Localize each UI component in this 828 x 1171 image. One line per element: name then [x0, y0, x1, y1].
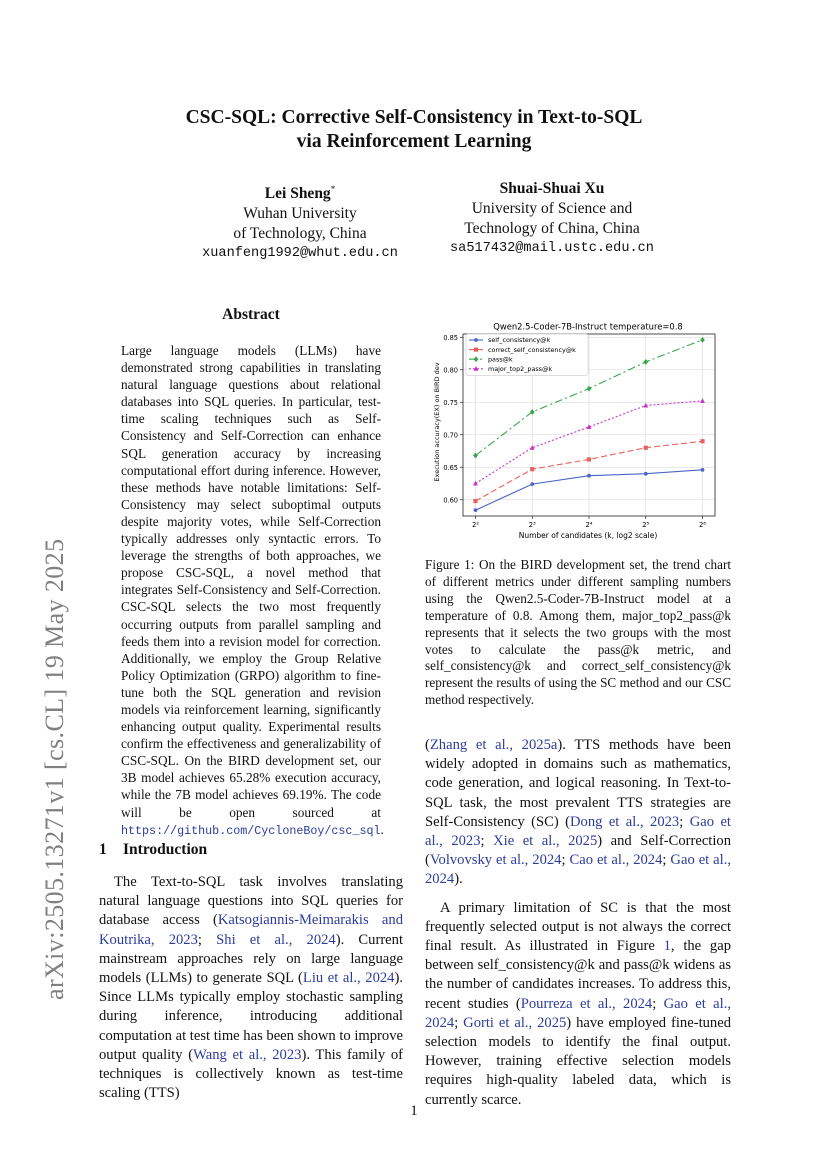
citation-link[interactable]: Liu et al., 2024: [302, 970, 395, 987]
chart-legend-label: pass@k: [488, 355, 513, 364]
citation-link[interactable]: Pourreza et al., 2024: [520, 995, 653, 1012]
chart-y-tick-label: 0.60: [443, 496, 458, 505]
chart-data-point: [473, 453, 478, 459]
intro-paragraph-continued: (Zhang et al., 2025a). TTS methods have been widely adopted in domains such as mathematics, code generation, and logical reasoning. In Text-to-SQL task, the most prevalent TTS strategies are Self-Consistency (SC) (Dong et al., 2023; Gao et al., 2023; Xie et al., 2025) and Self-Correction (Volvovsky et al., 2024; Cao et al., 2024; Gao et al., 2024).: [425, 737, 732, 888]
citation-link[interactable]: Katsogiannis-Meimarakis and Koutrika, 2023: [99, 912, 403, 948]
author-affiliation: of Technology, China: [233, 225, 367, 243]
chart-y-tick-label: 0.65: [443, 463, 458, 472]
author-block-1: [175, 179, 425, 264]
chart-data-point: [643, 359, 648, 365]
chart-data-point: [587, 474, 591, 478]
chart-data-point: [587, 457, 591, 461]
chart-legend-label: self_consistency@k: [488, 336, 551, 345]
chart-data-point: [530, 467, 534, 471]
author-name: Lei Sheng*: [264, 184, 336, 203]
arxiv-stamp[interactable]: arXiv:2505.13271v1 [cs.CL] 19 May 2025: [40, 538, 69, 1000]
chart-x-tick-label: 2³: [528, 521, 536, 529]
chart-x-tick-label: 2⁶: [698, 521, 707, 529]
chart-data-point: [473, 499, 477, 503]
author-email[interactable]: xuanfeng1992@whut.edu.cn: [202, 246, 398, 262]
citation-link[interactable]: Dong et al., 2023: [569, 813, 680, 830]
chart-x-tick-label: 2⁴: [585, 521, 593, 529]
chart-data-point: [701, 468, 705, 472]
paper-title: [0, 106, 828, 154]
chart-data-point: [700, 398, 705, 403]
chart-y-tick-label: 0.75: [443, 398, 458, 407]
chart-legend-label: major_top2_pass@k: [488, 365, 553, 373]
chart-data-point: [530, 482, 534, 486]
author-affiliation: University of Science and: [471, 200, 633, 217]
section-heading: 1 Introduction: [99, 841, 208, 858]
citation-link[interactable]: Gao et al., 2023: [425, 813, 731, 850]
author-affiliation: Technology of China, China: [464, 220, 640, 237]
title-line-2: via Reinforcement Learning: [296, 131, 532, 152]
citation-link[interactable]: Wang et al., 2023: [193, 1046, 302, 1063]
chart-y-tick-label: 0.70: [443, 431, 458, 440]
chart-x-axis-label: Number of candidates (k, log2 scale): [518, 531, 658, 540]
chart-data-point: [474, 508, 478, 512]
citation-link[interactable]: Volvovsky et al., 2024: [429, 852, 562, 869]
chart-x-tick-label: 2⁵: [642, 521, 650, 529]
chart-data-point: [530, 409, 535, 415]
figure-caption: Figure 1: On the BIRD development set, the trend chart of different metrics under different sampling numbers using the Qwen2.5-Coder-7B-Instruct model at a temperature of 0.8. Among them, major_top2_pass@k represents that it selects the two groups with the most votes to calculate the pass@k metric, and self_consistency@k and correct_self_consistency@k represent the results of using the SC method and our CSC method respectively.: [425, 557, 731, 708]
citation-link[interactable]: Zhang et al., 2025a: [429, 737, 558, 753]
author-affiliation: Wuhan University: [243, 205, 357, 223]
chart-x-tick-label: 2²: [471, 521, 480, 529]
chart-title: Qwen2.5-Coder-7B-Instruct temperature=0.8: [493, 321, 683, 332]
page-number: 1: [410, 1103, 418, 1119]
citation-link[interactable]: Cao et al., 2024: [569, 852, 663, 869]
chart-legend-marker: [474, 338, 478, 342]
chart-data-point: [587, 386, 592, 392]
right-column-body: [425, 736, 731, 1110]
abstract-heading: Abstract: [222, 306, 280, 323]
intro-paragraph-1: The Text-to-SQL task involves translating natural language questions into SQL queries for database access (Katsogiannis-Meimarakis and Koutrika, 2023; Shi et al., 2024). Current mainstream approaches rely on large language models (LLMs) to generate SQL (Liu et al., 2024). Since LLMs typically employ stochastic sampling during inference, introducing additional computation at test time has been shown to improve output quality (Wang et al., 2023). This family of techniques is collectively known as test-time scaling (TTS): [99, 874, 404, 1102]
figure-1-chart: [425, 318, 731, 548]
chart-legend-marker: [474, 348, 478, 352]
author-email[interactable]: sa517432@mail.ustc.edu.cn: [450, 241, 654, 256]
chart-y-tick-label: 0.80: [443, 366, 458, 375]
chart-y-tick-label: 0.85: [443, 333, 458, 342]
abstract-text: Large language models (LLMs) have demonstrated strong capabilities in translating natural language questions about relational databases into SQL queries. In particular, test-time scaling techniques such as Self-Consistency and Self-Correction can enhance SQL generation accuracy by increasing computational effort during inference. However, these methods have notable limitations: Self-Consistency may select suboptimal outputs despite majority votes, while Self-Correction typically addresses only syntactic errors. To leverage the strengths of both approaches, we propose CSC-SQL, a novel method that integrates Self-Consistency and Self-Correction. CSC-SQL selects the two most frequently occurring outputs from parallel sampling and feeds them into a revision model for correction. Additionally, we employ the Group Relative Policy Optimization (GRPO) algorithm to fine-tune both the SQL generation and revision models via reinforcement learning, significantly enhancing output quality. Experimental results confirm the effectiveness and generalizability of CSC-SQL. On the BIRD development set, our 3B model achieves 65.28% execution accuracy, while the 7B model achieves 69.19%. The code will be open sourced at https://github.com/CycloneBoy/csc_sql.: [121, 343, 384, 838]
intro-paragraph-2: A primary limitation of SC is that the most frequently selected output is not always the correct final result. As illustrated in Figure 1, the gap between self_consistency@k and pass@k widens as the number of candidates increases. To address this, recent studies (Pourreza et al., 2024; Gao et al., 2024; Gorti et al., 2025) have employed fine-tuned selection models to identify the final output. However, training effective selection models requires high-quality labeled data, which is currently scarce.: [425, 899, 731, 1108]
chart-data-point: [644, 446, 648, 450]
author-block-2: [427, 179, 677, 259]
chart-data-point: [644, 472, 648, 476]
chart-y-axis-label: Execution accuracy(EX) on BIRD dev: [433, 362, 441, 482]
figure-reference-link[interactable]: 1: [663, 938, 671, 955]
chart-data-point: [473, 481, 478, 486]
citation-link[interactable]: Gao et al., 2024: [425, 995, 731, 1031]
citation-link[interactable]: Gorti et al., 2025: [463, 1014, 567, 1031]
chart-legend: [466, 334, 588, 375]
code-link[interactable]: https://github.com/CycloneBoy/csc_sql: [121, 823, 381, 838]
chart-data-point: [700, 439, 704, 443]
chart-data-point: [700, 337, 705, 343]
chart-legend-label: correct_self_consistency@k: [488, 345, 576, 354]
citation-link[interactable]: Shi et al., 2024: [216, 931, 336, 948]
citation-link[interactable]: Xie et al., 2025: [493, 833, 598, 850]
citation-link[interactable]: Gao et al., 2024: [425, 852, 732, 888]
author-name: Shuai-Shuai Xu: [499, 180, 605, 197]
title-line-1: CSC-SQL: Corrective Self-Consistency in Text-to-SQL: [185, 107, 643, 128]
